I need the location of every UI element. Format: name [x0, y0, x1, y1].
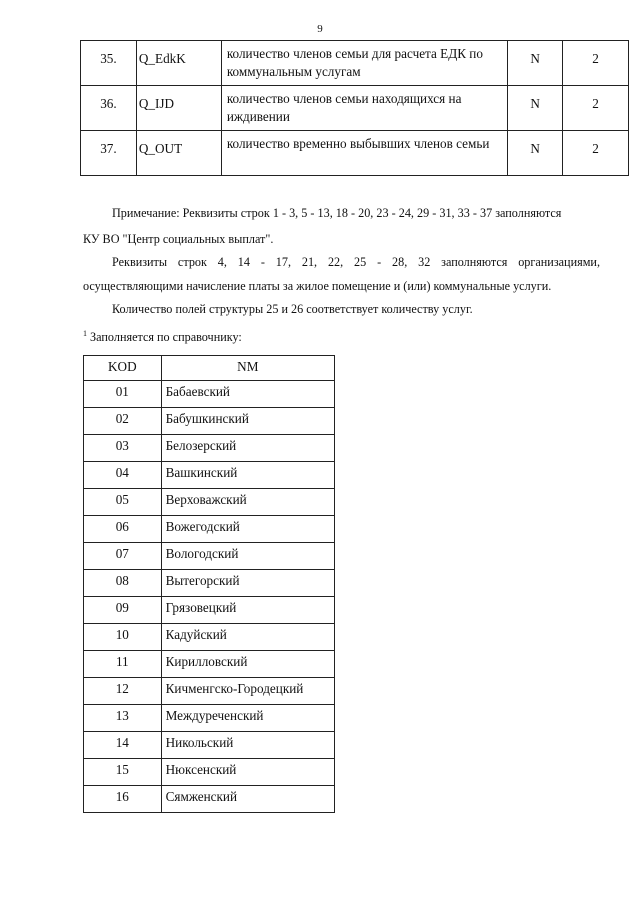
- kod-cell: 05: [84, 489, 162, 516]
- nm-cell: Бабушкинский: [161, 408, 334, 435]
- field-length: 2: [563, 86, 629, 131]
- nm-cell: Грязовецкий: [161, 597, 334, 624]
- nm-cell: Кирилловский: [161, 651, 334, 678]
- table-row: [84, 624, 335, 651]
- table-row: [84, 705, 335, 732]
- row-number: 37.: [81, 131, 137, 176]
- note-2-line-2: осуществляющими начисление платы за жилое помещение и (или) коммунальные услуги.: [83, 279, 552, 293]
- column-header-kod: KOD: [84, 356, 162, 381]
- kod-cell: 11: [84, 651, 162, 678]
- field-code: Q_OUT: [136, 131, 221, 176]
- reference-table: [83, 355, 335, 813]
- row-number: 35.: [81, 41, 137, 86]
- nm-cell: Кадуйский: [161, 624, 334, 651]
- footnote-text: Заполняется по справочнику:: [87, 330, 242, 345]
- kod-cell: 09: [84, 597, 162, 624]
- table-row: [84, 489, 335, 516]
- page-number: 9: [317, 23, 323, 35]
- note-1-line-2: КУ ВО "Центр социальных выплат".: [83, 232, 274, 246]
- footnote-mark: 1: [83, 329, 87, 338]
- table-row: [84, 786, 335, 813]
- note-1-line-1: Примечание: Реквизиты строк 1 - 3, 5 - 13, 18 - 20, 23 - 24, 29 - 31, 33 - 37 заполняются: [112, 206, 562, 220]
- table-row: [84, 381, 335, 408]
- kod-cell: 13: [84, 705, 162, 732]
- nm-cell: Белозерский: [161, 435, 334, 462]
- table-row: [84, 759, 335, 786]
- table-row: [84, 435, 335, 462]
- nm-cell: Вытегорский: [161, 570, 334, 597]
- table-row: [84, 597, 335, 624]
- field-description: количество членов семьи для расчета ЕДК по коммунальным услугам: [221, 41, 507, 86]
- table-row: [81, 41, 629, 86]
- kod-cell: 03: [84, 435, 162, 462]
- nm-cell: Вологодский: [161, 543, 334, 570]
- nm-cell: Никольский: [161, 732, 334, 759]
- kod-cell: 10: [84, 624, 162, 651]
- fields-table: [80, 40, 629, 176]
- kod-cell: 12: [84, 678, 162, 705]
- table-row: [84, 462, 335, 489]
- table-header-row: [84, 356, 335, 381]
- field-code: Q_IJD: [136, 86, 221, 131]
- kod-cell: 08: [84, 570, 162, 597]
- nm-cell: Вашкинский: [161, 462, 334, 489]
- table-row: [84, 678, 335, 705]
- nm-cell: Междуреченский: [161, 705, 334, 732]
- footnote: [83, 326, 242, 345]
- column-header-nm: NM: [161, 356, 334, 381]
- row-number: 36.: [81, 86, 137, 131]
- field-type: N: [508, 131, 563, 176]
- kod-cell: 16: [84, 786, 162, 813]
- nm-cell: Вожегодский: [161, 516, 334, 543]
- table-row: [84, 732, 335, 759]
- table-row: [81, 131, 629, 176]
- table-row: [84, 408, 335, 435]
- field-length: 2: [563, 41, 629, 86]
- kod-cell: 02: [84, 408, 162, 435]
- kod-cell: 01: [84, 381, 162, 408]
- nm-cell: Верховажский: [161, 489, 334, 516]
- table-row: [81, 86, 629, 131]
- field-description: количество временно выбывших членов семьи: [221, 131, 507, 176]
- kod-cell: 07: [84, 543, 162, 570]
- kod-cell: 15: [84, 759, 162, 786]
- field-type: N: [508, 41, 563, 86]
- table-row: [84, 651, 335, 678]
- kod-cell: 04: [84, 462, 162, 489]
- nm-cell: Кичменгско-Городецкий: [161, 678, 334, 705]
- table-row: [84, 516, 335, 543]
- field-code: Q_EdkK: [136, 41, 221, 86]
- field-type: N: [508, 86, 563, 131]
- field-length: 2: [563, 131, 629, 176]
- kod-cell: 14: [84, 732, 162, 759]
- note-3: Количество полей структуры 25 и 26 соответствует количеству услуг.: [112, 302, 473, 316]
- kod-cell: 06: [84, 516, 162, 543]
- table-row: [84, 543, 335, 570]
- note-2-line-1: Реквизиты строк 4, 14 - 17, 21, 22, 25 - 28, 32 заполняются организациями,: [112, 255, 600, 269]
- table-row: [84, 570, 335, 597]
- nm-cell: Нюксенский: [161, 759, 334, 786]
- field-description: количество членов семьи находящихся на иждивении: [221, 86, 507, 131]
- nm-cell: Бабаевский: [161, 381, 334, 408]
- nm-cell: Сямженский: [161, 786, 334, 813]
